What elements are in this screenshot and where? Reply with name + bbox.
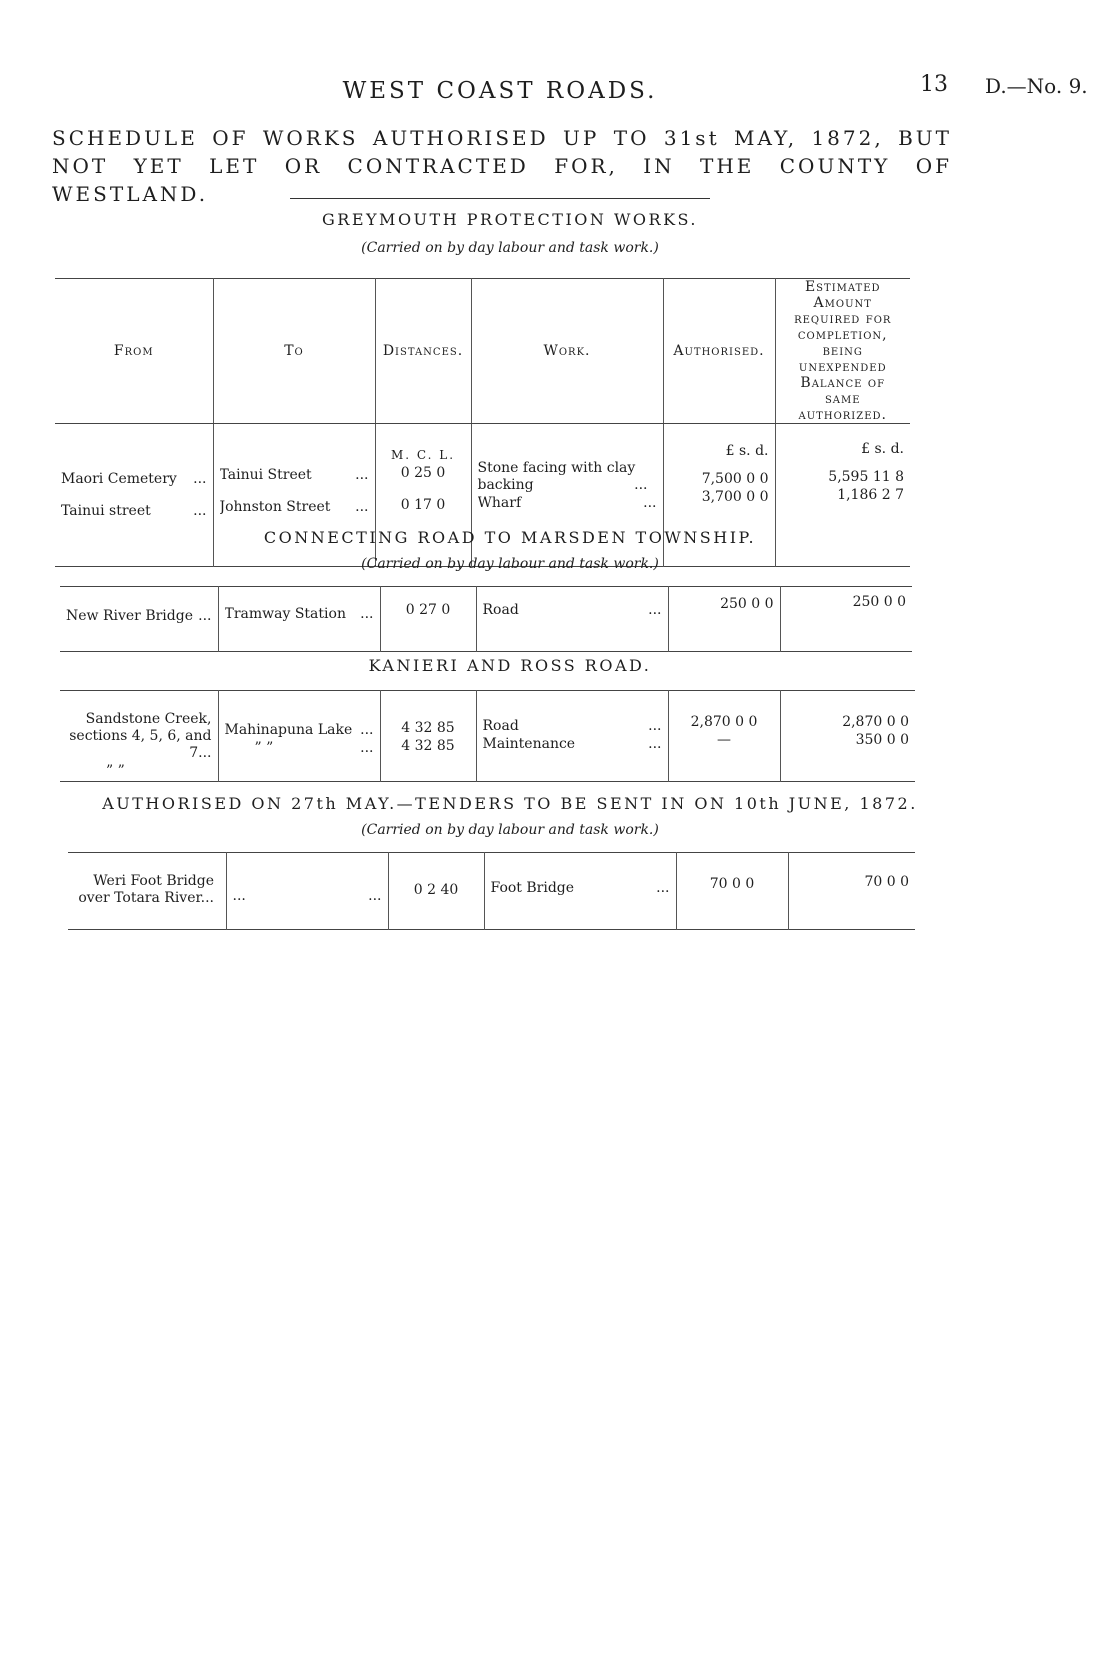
col-header-work: Work. — [471, 279, 663, 424]
section-title-kanieri: KANIERI AND ROSS ROAD. — [368, 656, 652, 675]
money-units: £ s. d. — [725, 443, 769, 459]
cell-estimated: 250 0 0 — [852, 594, 906, 610]
cell-from: Weri Foot Bridge over Totara River... — [78, 873, 214, 906]
cell-work: Stone facing with clay backing ... — [477, 460, 648, 493]
cell-to: Tramway Station ... — [224, 606, 374, 622]
greymouth-table — [55, 278, 910, 567]
cell-work: Foot Bridge ... — [490, 880, 670, 896]
col-header-from: From — [55, 279, 213, 424]
cell-from: New River Bridge ... — [66, 608, 212, 624]
cell-from: Sandstone Creek, sections 4, 5, 6, and 7... — [69, 711, 212, 761]
col-header-estimated: Estimated Amount required for completion, being unexpended Balance of same authorized. — [775, 279, 910, 424]
cell-estimated: 350 0 0 — [855, 732, 909, 748]
section-note-marsden: (Carried on by day labour and task work.) — [361, 556, 659, 572]
cell-distance: 0 27 0 — [405, 602, 451, 618]
section-title-authorised: AUTHORISED ON 27th MAY.—TENDERS TO BE SENT IN ON 10th JUNE, 1872. — [102, 794, 918, 813]
cell-authorised: 7,500 0 0 — [701, 471, 769, 487]
cell-authorised: 3,700 0 0 — [701, 489, 769, 505]
section-note-greymouth: (Carried on by day labour and task work.) — [361, 240, 659, 256]
authorised-table — [68, 852, 915, 930]
schedule-title: SCHEDULE OF WORKS AUTHORISED UP TO 31st MAY, 1872, BUT NOT YET LET OR CONTRACTED FOR, IN THE COUNTY OF WESTLAND. — [52, 126, 952, 206]
cell-from: Maori Cemetery ... — [61, 471, 207, 487]
distance-units: M. C. L. — [390, 448, 456, 462]
cell-distance: 0 25 0 — [400, 465, 446, 481]
cell-work: Road ... — [482, 718, 662, 734]
cell-to: Tainui Street ... — [219, 467, 369, 483]
section-title-greymouth: GREYMOUTH PROTECTION WORKS. — [321, 210, 699, 229]
cell-authorised: — — [717, 732, 731, 748]
cell-to: Johnston Street ... — [219, 499, 369, 515]
col-header-to: To — [213, 279, 375, 424]
col-header-distances: Distances. — [375, 279, 471, 424]
cell-estimated: 70 0 0 — [864, 874, 909, 890]
cell-estimated: 2,870 0 0 — [842, 714, 909, 730]
cell-distance: 4 32 85 — [401, 738, 455, 754]
cell-estimated: 1,186 2 7 — [837, 487, 904, 503]
cell-to: ” ” ... — [254, 740, 374, 756]
page-number: 13 — [920, 72, 948, 97]
cell-distance: 0 17 0 — [400, 497, 446, 513]
document-reference: D.—No. 9. — [985, 74, 1088, 98]
cell-distance: 4 32 85 — [401, 720, 455, 736]
cell-from: Tainui street ... — [61, 503, 207, 519]
title-rule — [290, 198, 710, 199]
section-title-marsden: CONNECTING ROAD TO MARSDEN TOWNSHIP. — [263, 528, 757, 547]
cell-authorised: 250 0 0 — [720, 596, 774, 612]
table-row — [60, 691, 915, 782]
cell-to: Mahinapuna Lake ... — [224, 722, 374, 738]
page-title: WEST COAST ROADS. — [342, 78, 658, 104]
cell-estimated: 5,595 11 8 — [828, 469, 904, 485]
cell-work: Maintenance ... — [482, 736, 662, 752]
kanieri-table — [60, 690, 915, 782]
table-row — [68, 853, 915, 930]
money-units: £ s. d. — [861, 441, 904, 457]
cell-work: Wharf ... — [477, 495, 657, 511]
cell-distance: 0 2 40 — [413, 882, 459, 898]
cell-authorised: 70 0 0 — [709, 876, 755, 892]
section-note-authorised: (Carried on by day labour and task work.) — [361, 822, 659, 838]
col-header-authorised: Authorised. — [663, 279, 775, 424]
cell-authorised: 2,870 0 0 — [690, 714, 758, 730]
table-row — [60, 587, 912, 652]
cell-from: ” ” — [106, 763, 125, 779]
cell-work: Road ... — [482, 602, 662, 618]
cell-to: ... ... — [232, 888, 382, 904]
marsden-table — [60, 586, 912, 652]
